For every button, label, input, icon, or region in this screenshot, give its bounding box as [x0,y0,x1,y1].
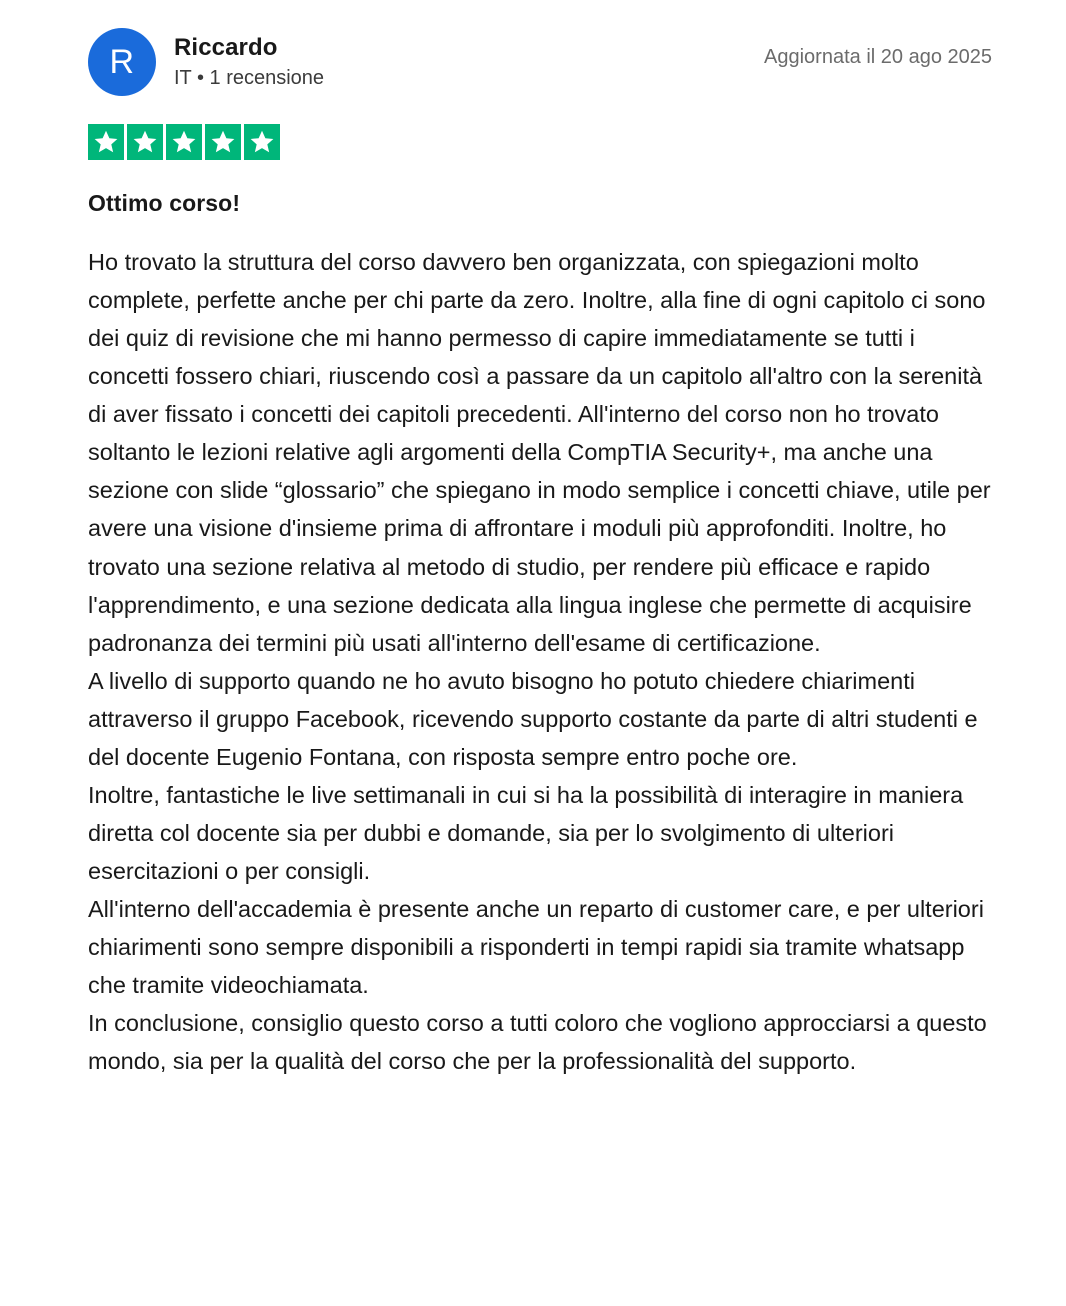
star-icon [244,124,280,160]
star-icon [205,124,241,160]
review-paragraph: Ho trovato la struttura del corso davvero ben organizzata, con spiegazioni molto complete, perfette anche per chi parte da zero. Inoltre, alla fine di ogni capitolo ci sono dei quiz di revisione che mi hanno permesso di capire immediatamente se tutti i concetti fossero chiari, riuscendo così a passare da un capitolo all'altro con la serenità di aver fissato i concetti dei capitoli precedenti. All'interno del corso non ho trovato soltanto le lezioni relative agli argomenti della CompTIA Security+, ma anche una sezione con slide “glossario” che spiegano in modo semplice i concetti chiave, utile per avere una visione d'insieme prima di affrontare i moduli più approfonditi. Inoltre, ho trovato una sezione relativa al metodo di studio, per rendere più efficace e rapido l'apprendimento, e una sezione dedicata alla lingua inglese che permette di acquisire padronanza dei termini più usati all'interno dell'esame di certificazione. [88,249,991,656]
avatar-initial: R [109,42,135,81]
star-rating [88,124,992,160]
review-date: Aggiornata il 20 ago 2025 [764,46,992,68]
reviewer-identity[interactable] [88,28,324,96]
review-paragraph: All'interno dell'accademia è presente anche un reparto di customer care, e per ulteriori chiarimenti sono sempre disponibili a risponderti in tempi rapidi sia tramite whatsapp che tramite videochiamata. [88,896,984,999]
reviewer-text [174,32,324,92]
avatar [88,28,156,96]
star-icon [88,124,124,160]
review-paragraph: Inoltre, fantastiche le live settimanali in cui si ha la possibilità di interagire in maniera diretta col docente sia per dubbi e domande, sia per lo svolgimento di ulteriori esercitazioni o per consigli. [88,781,964,884]
star-icon [127,124,163,160]
review-paragraph: A livello di supporto quando ne ho avuto bisogno ho potuto chiedere chiarimenti attraverso il gruppo Facebook, ricevendo supporto costante da parte di altri studenti e del docente Eugenio Fontana, con risposta sempre entro poche ore. [88,667,978,770]
review-body [88,243,992,1080]
review-title: Ottimo corso! [88,190,241,216]
reviewer-name: Riccardo [174,33,278,61]
review-header [88,28,992,96]
reviewer-meta: IT • 1 recensione [174,67,325,90]
star-icon [166,124,202,160]
review-paragraph: In conclusione, consiglio questo corso a tutti coloro che vogliono approcciarsi a questo mondo, sia per la qualità del corso che per la professionalità del supporto. [88,1010,987,1075]
